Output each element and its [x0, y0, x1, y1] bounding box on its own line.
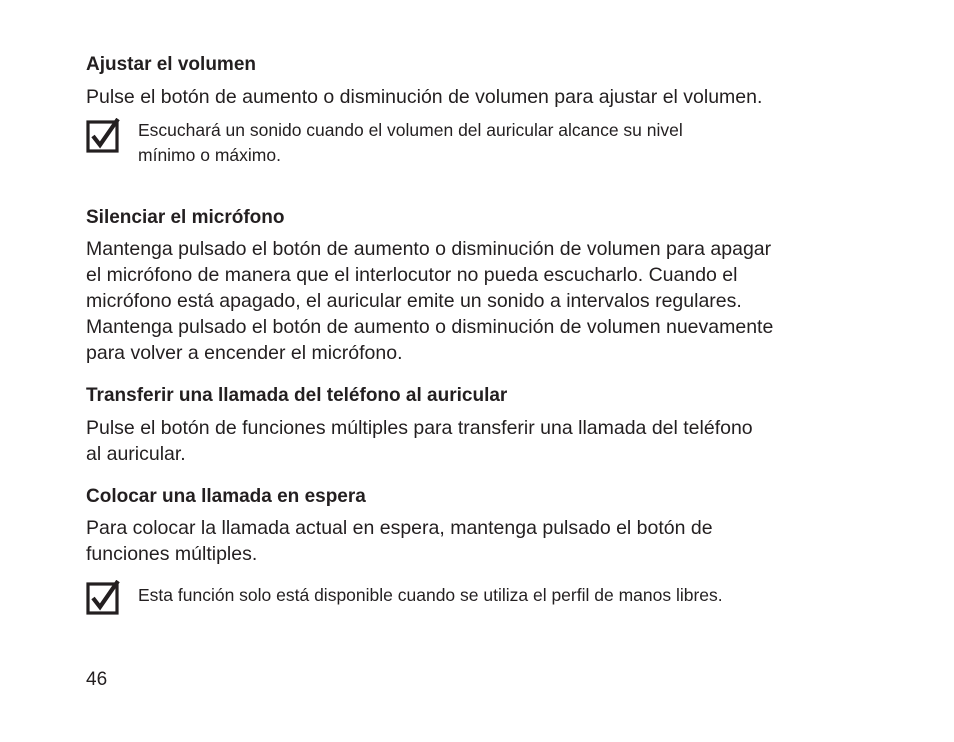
heading-mute-microphone: Silenciar el micrófono	[86, 207, 285, 228]
heading-hold-call: Colocar una llamada en espera	[86, 486, 366, 507]
checkmark-box-icon	[86, 118, 120, 152]
page-number: 46	[86, 669, 108, 690]
body-mute-microphone: Mantenga pulsado el botón de aumento o disminución de volumen para apagar el micrófono de manera que el interlocutor no pueda escucharlo. Cuando el micrófono está apagado, el auricular emite un sonido a intervalos regulares. Mantenga pulsado el botón de aumento o disminución de volumen nuevamente para volver a encender el micrófono.	[86, 238, 774, 364]
note-text-handsfree-profile: Esta función solo está disponible cuando se utiliza el perfil de manos libres.	[138, 585, 723, 605]
heading-adjust-volume: Ajustar el volumen	[86, 54, 256, 75]
manual-page	[86, 0, 886, 742]
checkmark-box-icon	[86, 580, 120, 614]
body-transfer-call: Pulse el botón de funciones múltiples para transferir una llamada del teléfono al auricular.	[86, 417, 753, 465]
heading-transfer-call: Transferir una llamada del teléfono al auricular	[86, 385, 508, 406]
body-hold-call: Para colocar la llamada actual en espera, mantenga pulsado el botón de funciones múltiples.	[86, 517, 713, 565]
body-adjust-volume: Pulse el botón de aumento o disminución de volumen para ajustar el volumen.	[86, 86, 763, 108]
note-text-volume-limit: Escuchará un sonido cuando el volumen del auricular alcance su nivel mínimo o máximo.	[138, 120, 683, 165]
